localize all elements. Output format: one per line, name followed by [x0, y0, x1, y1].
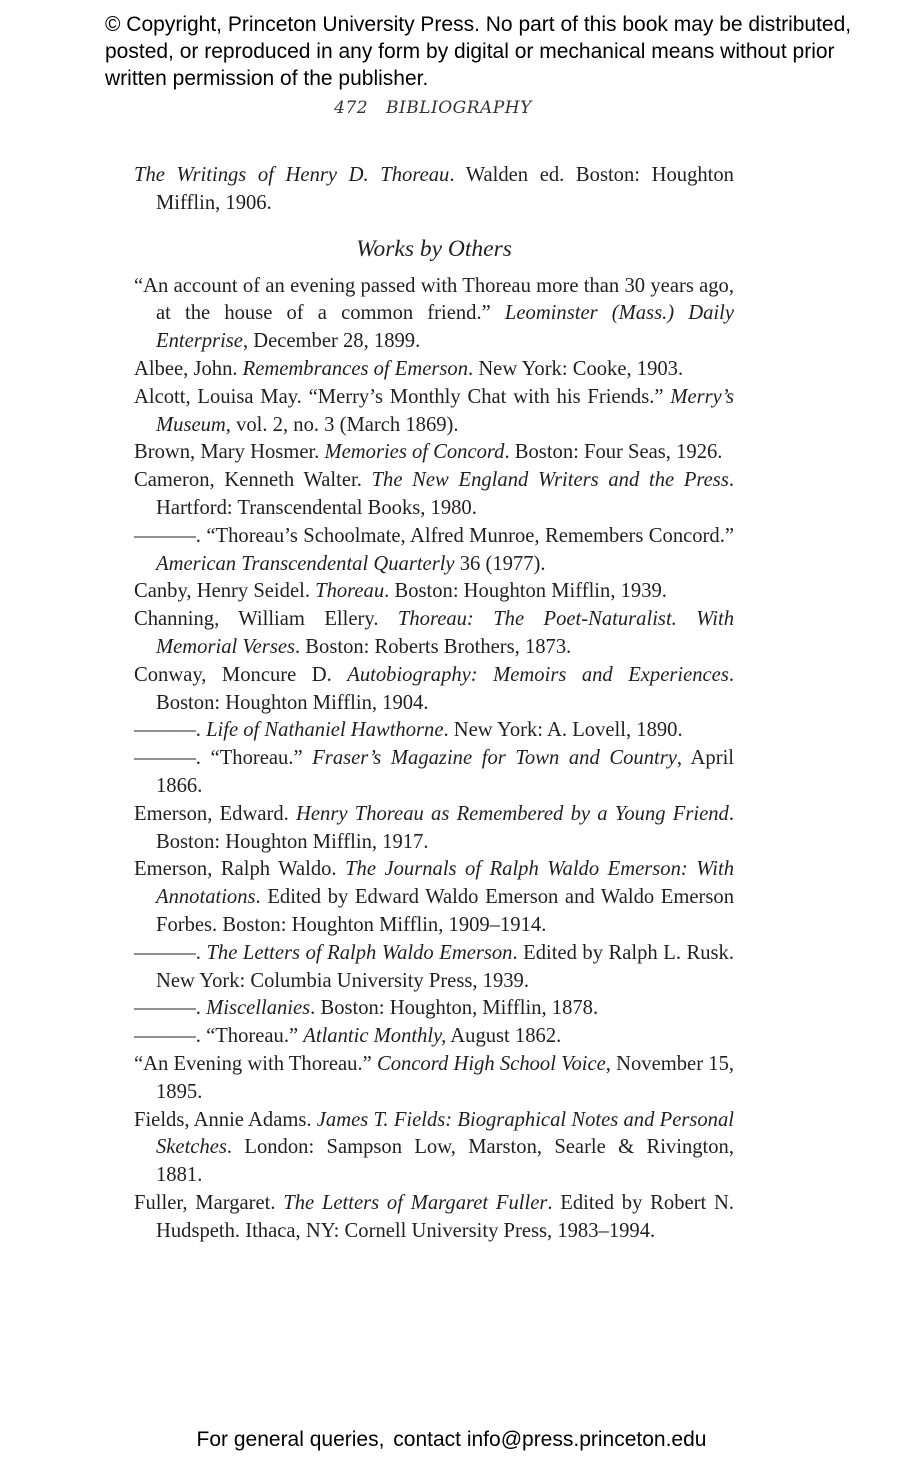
entry-text: . Edited by Ralph L. Rusk. New York: Columbia University Press, 1939.	[156, 941, 734, 992]
entry-text: . Hartford: Transcendental Books, 1980.	[156, 469, 734, 519]
bibliography-entry	[134, 745, 734, 801]
entry-title: Fraser’s Magazine for Town and Country	[312, 747, 677, 770]
entry-title: Life of Nathaniel Hawthorne	[206, 719, 444, 742]
entry-text: Conway, Moncure D.	[134, 663, 348, 686]
entry-title: James T. Fields: Biographical Notes and Personal Sketches	[156, 1108, 734, 1159]
entry-title: Memories of Concord	[324, 441, 505, 464]
bibliography-body	[134, 162, 734, 1245]
entry-title: Concord High School Voice	[376, 1052, 606, 1075]
running-head	[0, 98, 866, 118]
bibliography-entry	[134, 801, 734, 857]
entry-text: . Edited by Robert N. Hudspeth. Ithaca, NY: Cornell University Press, 1983–1994.	[156, 1191, 734, 1242]
entry-text: , vol. 2, no. 3 (March 1869).	[225, 413, 459, 436]
entry-text: 36 (1977).	[454, 552, 546, 575]
bibliography-entry	[134, 606, 734, 662]
entry-text: Alcott, Louisa May. “Merry’s Monthly Chat with his Friends.”	[134, 385, 671, 408]
entry-text: Cameron, Kenneth Walter.	[134, 469, 372, 492]
entry-text: . Boston: Houghton Mifflin, 1904.	[156, 663, 734, 714]
entry-title: Leominster (Mass.) Daily Enterprise	[156, 302, 734, 353]
entry-text: ———. “Thoreau.”	[134, 747, 313, 770]
entry-text: . Walden ed. Boston: Houghton Mifflin, 1906.	[156, 164, 734, 214]
bibliography-entry	[134, 1051, 734, 1107]
page-number: 472	[334, 98, 369, 118]
copyright-notice: © Copyright, Princeton University Press. No part of this book may be distributed, posted, or reproduced in any form by digital or mechanical means without prior written permission of the publisher.	[105, 13, 852, 90]
entry-text: . Boston: Roberts Brothers, 1873.	[295, 635, 572, 658]
entry-text: Emerson, Ralph Waldo.	[134, 858, 346, 881]
entry-text: Canby, Henry Seidel.	[134, 580, 316, 603]
section-heading: Works by Others	[356, 235, 512, 262]
running-head-title: BIBLIOGRAPHY	[386, 98, 532, 118]
bibliography-entry	[134, 1190, 734, 1246]
entry-text: . Edited by Edward Waldo Emerson and Waldo Emerson Forbes. Boston: Houghton Mifflin, 1909–1914.	[156, 886, 734, 936]
bibliography-list	[134, 273, 734, 1246]
entry-title: The Letters of Margaret Fuller	[283, 1191, 548, 1214]
entry-text: . London: Sampson Low, Marston, Searle & Rivington, 1881.	[156, 1136, 734, 1187]
entry-text: Fuller, Margaret.	[134, 1191, 284, 1214]
entry-title: Miscellanies	[206, 997, 311, 1020]
entry-title: American Transcendental Quarterly	[156, 552, 455, 575]
entry-text: , April 1866.	[156, 747, 735, 797]
entry-text: . Boston: Houghton, Mifflin, 1878.	[310, 997, 599, 1020]
bibliography-entry	[134, 356, 734, 384]
bibliography-entry	[134, 439, 734, 467]
bibliography-entry	[134, 273, 734, 356]
entry-text: . Boston: Four Seas, 1926.	[504, 441, 723, 464]
entry-text: ———.	[134, 719, 207, 742]
bibliography-entry	[134, 162, 734, 218]
bibliography-list-top	[134, 162, 734, 218]
entry-title: The Journals of Ralph Waldo Emerson: With Annotations	[156, 858, 734, 909]
footer	[0, 1428, 900, 1452]
bibliography-entry	[134, 1023, 734, 1051]
entry-text: , December 28, 1899.	[242, 330, 421, 353]
entry-title: Merry’s Museum	[156, 385, 734, 436]
entry-title: Autobiography: Memoirs and Experiences	[347, 663, 729, 686]
entry-text: ———.	[134, 941, 207, 964]
entry-title: The New England Writers and the Press	[371, 469, 729, 492]
entry-text: Brown, Mary Hosmer.	[134, 441, 325, 464]
bibliography-entry	[134, 523, 734, 579]
entry-title: Henry Thoreau as Remembered by a Young Friend	[296, 802, 729, 825]
bibliography-entry	[134, 578, 734, 606]
entry-text: . New York: Cooke, 1903.	[468, 357, 684, 380]
bibliography-entry	[134, 717, 734, 745]
entry-text: “An account of an evening passed with Thoreau more than 30 years ago, at the house of a common friend.”	[134, 274, 734, 325]
entry-text: ———.	[134, 997, 207, 1020]
entry-text: . Boston: Houghton Mifflin, 1939.	[384, 580, 667, 603]
bibliography-entry	[134, 662, 734, 718]
footer-contact: contact info@press.princeton.edu	[393, 1428, 707, 1451]
entry-text: . New York: A. Lovell, 1890.	[443, 719, 683, 742]
entry-title: Remembrances of Emerson	[242, 357, 469, 380]
entry-text: Emerson, Edward.	[134, 802, 297, 825]
entry-text: Albee, John.	[134, 357, 243, 380]
bibliography-entry	[134, 467, 734, 523]
bibliography-entry	[134, 1107, 734, 1190]
entry-title: Atlantic Monthly,	[303, 1025, 447, 1048]
bibliography-entry	[134, 995, 734, 1023]
entry-title: The Writings of Henry D. Thoreau	[134, 164, 450, 186]
entry-text: ———. “Thoreau’s Schoolmate, Alfred Munroe, Remembers Concord.”	[134, 524, 734, 547]
footer-label: For general queries,	[196, 1428, 385, 1451]
entry-text: , November 15, 1895.	[156, 1052, 735, 1103]
bibliography-entry	[134, 384, 734, 440]
entry-text: ———. “Thoreau.”	[134, 1025, 304, 1048]
entry-text: Fields, Annie Adams.	[134, 1108, 317, 1131]
entry-text: Channing, William Ellery.	[134, 608, 398, 631]
entry-title: The Letters of Ralph Waldo Emerson	[206, 941, 513, 964]
entry-title: Thoreau	[315, 580, 385, 603]
entry-title: Thoreau: The Poet-Naturalist. With Memorial Verses	[156, 608, 734, 658]
entry-text: . Boston: Houghton Mifflin, 1917.	[156, 802, 735, 853]
entry-text: “An Evening with Thoreau.”	[134, 1052, 377, 1075]
bibliography-entry	[134, 856, 734, 939]
entry-text: August 1862.	[446, 1025, 562, 1048]
bibliography-entry	[134, 940, 734, 996]
